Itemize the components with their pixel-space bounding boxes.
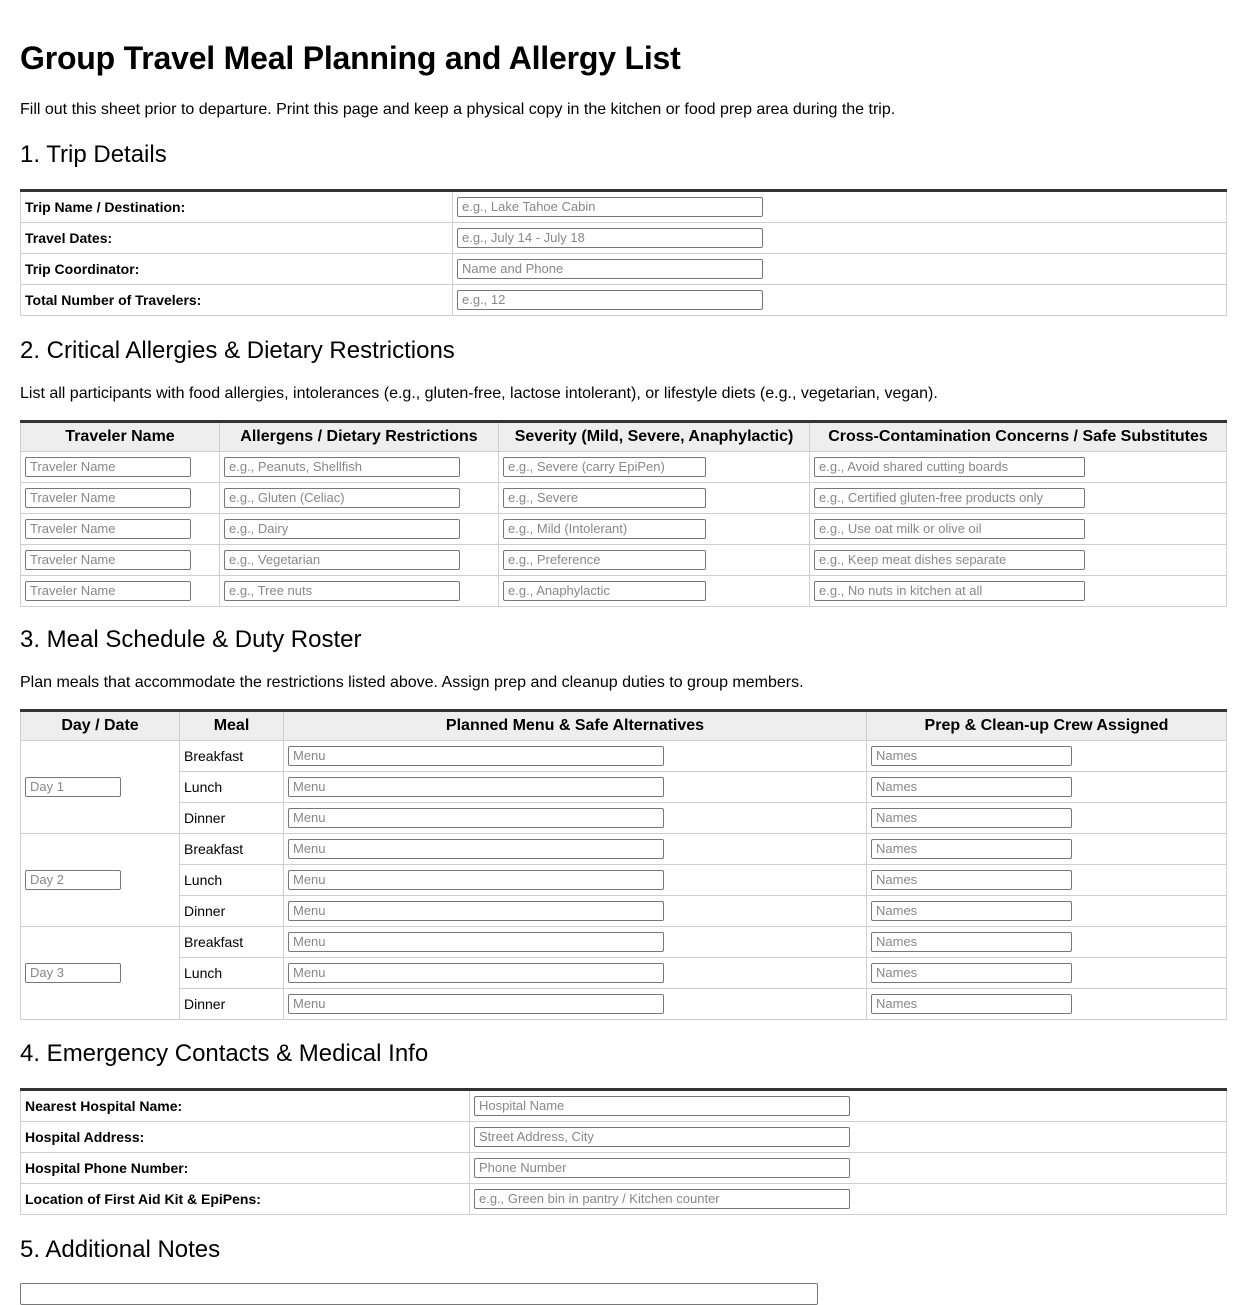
- traveler-name-input[interactable]: Traveler Name: [25, 519, 191, 539]
- section-3-note: Plan meals that accommodate the restrictions listed above. Assign prep and cleanup duties to group members.: [20, 674, 804, 691]
- meal-schedule-table: [20, 709, 1227, 1020]
- total-travelers-label: Total Number of Travelers:: [21, 285, 453, 316]
- hospital-name-input[interactable]: Hospital Name: [474, 1096, 850, 1116]
- menu-input[interactable]: Menu: [288, 932, 664, 952]
- allergens-input[interactable]: e.g., Tree nuts: [224, 581, 460, 601]
- table-row: [21, 285, 1227, 316]
- meal-label: Breakfast: [180, 927, 284, 958]
- table-row: [21, 1153, 1227, 1184]
- meal-label: Lunch: [180, 958, 284, 989]
- allergens-input[interactable]: e.g., Gluten (Celiac): [224, 488, 460, 508]
- meal-label: Dinner: [180, 803, 284, 834]
- column-header: Prep & Clean-up Crew Assigned: [867, 711, 1227, 741]
- traveler-name-input[interactable]: Traveler Name: [25, 457, 191, 477]
- severity-input[interactable]: e.g., Anaphylactic: [503, 581, 706, 601]
- intro-text: Fill out this sheet prior to departure. Print this page and keep a physical copy in the kitchen or food prep area during the trip.: [20, 101, 896, 118]
- meal-label: Lunch: [180, 865, 284, 896]
- meal-label: Breakfast: [180, 834, 284, 865]
- meal-label: Lunch: [180, 772, 284, 803]
- day-input[interactable]: Day 3: [25, 963, 121, 983]
- day-input[interactable]: Day 2: [25, 870, 121, 890]
- column-header: Allergens / Dietary Restrictions: [220, 422, 499, 452]
- crew-input[interactable]: Names: [871, 746, 1072, 766]
- emergency-contacts-table: [20, 1088, 1227, 1215]
- severity-input[interactable]: e.g., Preference: [503, 550, 706, 570]
- meal-label: Breakfast: [180, 741, 284, 772]
- crew-input[interactable]: Names: [871, 870, 1072, 890]
- meal-label: Dinner: [180, 896, 284, 927]
- menu-input[interactable]: Menu: [288, 746, 664, 766]
- severity-input[interactable]: e.g., Severe (carry EpiPen): [503, 457, 706, 477]
- table-row: [21, 576, 1227, 607]
- column-header: Traveler Name: [21, 422, 220, 452]
- hospital-address-label: Hospital Address:: [21, 1122, 470, 1153]
- section-5-heading: 5. Additional Notes: [20, 1236, 221, 1263]
- table-row: [21, 741, 1227, 772]
- column-header: Severity (Mild, Severe, Anaphylactic): [499, 422, 810, 452]
- hospital-phone-label: Hospital Phone Number:: [21, 1153, 470, 1184]
- cross-contamination-input[interactable]: e.g., Certified gluten-free products only: [814, 488, 1085, 508]
- trip-name-label: Trip Name / Destination:: [21, 191, 453, 223]
- table-row: [21, 958, 1227, 989]
- menu-input[interactable]: Menu: [288, 870, 664, 890]
- column-header: Meal: [180, 711, 284, 741]
- table-row: [21, 483, 1227, 514]
- table-row: [21, 989, 1227, 1020]
- crew-input[interactable]: Names: [871, 932, 1072, 952]
- allergens-input[interactable]: e.g., Vegetarian: [224, 550, 460, 570]
- menu-input[interactable]: Menu: [288, 777, 664, 797]
- table-row: [21, 927, 1227, 958]
- severity-input[interactable]: e.g., Severe: [503, 488, 706, 508]
- table-row: [21, 834, 1227, 865]
- table-row: [21, 223, 1227, 254]
- traveler-name-input[interactable]: Traveler Name: [25, 550, 191, 570]
- trip-coordinator-input[interactable]: Name and Phone: [457, 259, 763, 279]
- crew-input[interactable]: Names: [871, 963, 1072, 983]
- travel-dates-input[interactable]: e.g., July 14 - July 18: [457, 228, 763, 248]
- meal-label: Dinner: [180, 989, 284, 1020]
- table-row: [21, 452, 1227, 483]
- cross-contamination-input[interactable]: e.g., No nuts in kitchen at all: [814, 581, 1085, 601]
- crew-input[interactable]: Names: [871, 808, 1072, 828]
- menu-input[interactable]: Menu: [288, 963, 664, 983]
- crew-input[interactable]: Names: [871, 994, 1072, 1014]
- menu-input[interactable]: Menu: [288, 839, 664, 859]
- table-row: [21, 1090, 1227, 1122]
- severity-input[interactable]: e.g., Mild (Intolerant): [503, 519, 706, 539]
- day-input[interactable]: Day 1: [25, 777, 121, 797]
- table-row: [21, 1184, 1227, 1215]
- traveler-name-input[interactable]: Traveler Name: [25, 488, 191, 508]
- section-4-heading: 4. Emergency Contacts & Medical Info: [20, 1040, 429, 1067]
- menu-input[interactable]: Menu: [288, 994, 664, 1014]
- cross-contamination-input[interactable]: e.g., Avoid shared cutting boards: [814, 457, 1085, 477]
- menu-input[interactable]: Menu: [288, 808, 664, 828]
- column-header: Day / Date: [21, 711, 180, 741]
- section-1-heading: 1. Trip Details: [20, 141, 167, 168]
- hospital-address-input[interactable]: Street Address, City: [474, 1127, 850, 1147]
- crew-input[interactable]: Names: [871, 901, 1072, 921]
- allergens-input[interactable]: e.g., Dairy: [224, 519, 460, 539]
- first-aid-location-input[interactable]: e.g., Green bin in pantry / Kitchen counter: [474, 1189, 850, 1209]
- table-row: [21, 772, 1227, 803]
- hospital-name-label: Nearest Hospital Name:: [21, 1090, 470, 1122]
- trip-name-input[interactable]: e.g., Lake Tahoe Cabin: [457, 197, 763, 217]
- section-2-heading: 2. Critical Allergies & Dietary Restrictions: [20, 337, 455, 364]
- table-row: [21, 254, 1227, 285]
- allergens-input[interactable]: e.g., Peanuts, Shellfish: [224, 457, 460, 477]
- crew-input[interactable]: Names: [871, 777, 1072, 797]
- first-aid-location-label: Location of First Aid Kit & EpiPens:: [21, 1184, 470, 1215]
- trip-coordinator-label: Trip Coordinator:: [21, 254, 453, 285]
- traveler-name-input[interactable]: Traveler Name: [25, 581, 191, 601]
- table-header-row: [21, 422, 1227, 452]
- trip-details-table: [20, 189, 1227, 316]
- hospital-phone-input[interactable]: Phone Number: [474, 1158, 850, 1178]
- additional-notes-textarea[interactable]: [20, 1283, 818, 1305]
- table-row: [21, 896, 1227, 927]
- table-row: [21, 865, 1227, 896]
- allergies-table: [20, 420, 1227, 607]
- table-row: [21, 1122, 1227, 1153]
- table-header-row: [21, 711, 1227, 741]
- page-title: Group Travel Meal Planning and Allergy List: [20, 40, 681, 76]
- column-header: Cross-Contamination Concerns / Safe Substitutes: [810, 422, 1227, 452]
- table-row: [21, 803, 1227, 834]
- table-row: [21, 545, 1227, 576]
- crew-input[interactable]: Names: [871, 839, 1072, 859]
- section-2-note: List all participants with food allergies, intolerances (e.g., gluten-free, lactose intolerant), or lifestyle diets (e.g., vegetarian, vegan).: [20, 385, 938, 402]
- table-row: [21, 514, 1227, 545]
- cross-contamination-input[interactable]: e.g., Use oat milk or olive oil: [814, 519, 1085, 539]
- total-travelers-input[interactable]: e.g., 12: [457, 290, 763, 310]
- travel-dates-label: Travel Dates:: [21, 223, 453, 254]
- section-3-heading: 3. Meal Schedule & Duty Roster: [20, 626, 362, 653]
- menu-input[interactable]: Menu: [288, 901, 664, 921]
- column-header: Planned Menu & Safe Alternatives: [284, 711, 867, 741]
- cross-contamination-input[interactable]: e.g., Keep meat dishes separate: [814, 550, 1085, 570]
- table-row: [21, 191, 1227, 223]
